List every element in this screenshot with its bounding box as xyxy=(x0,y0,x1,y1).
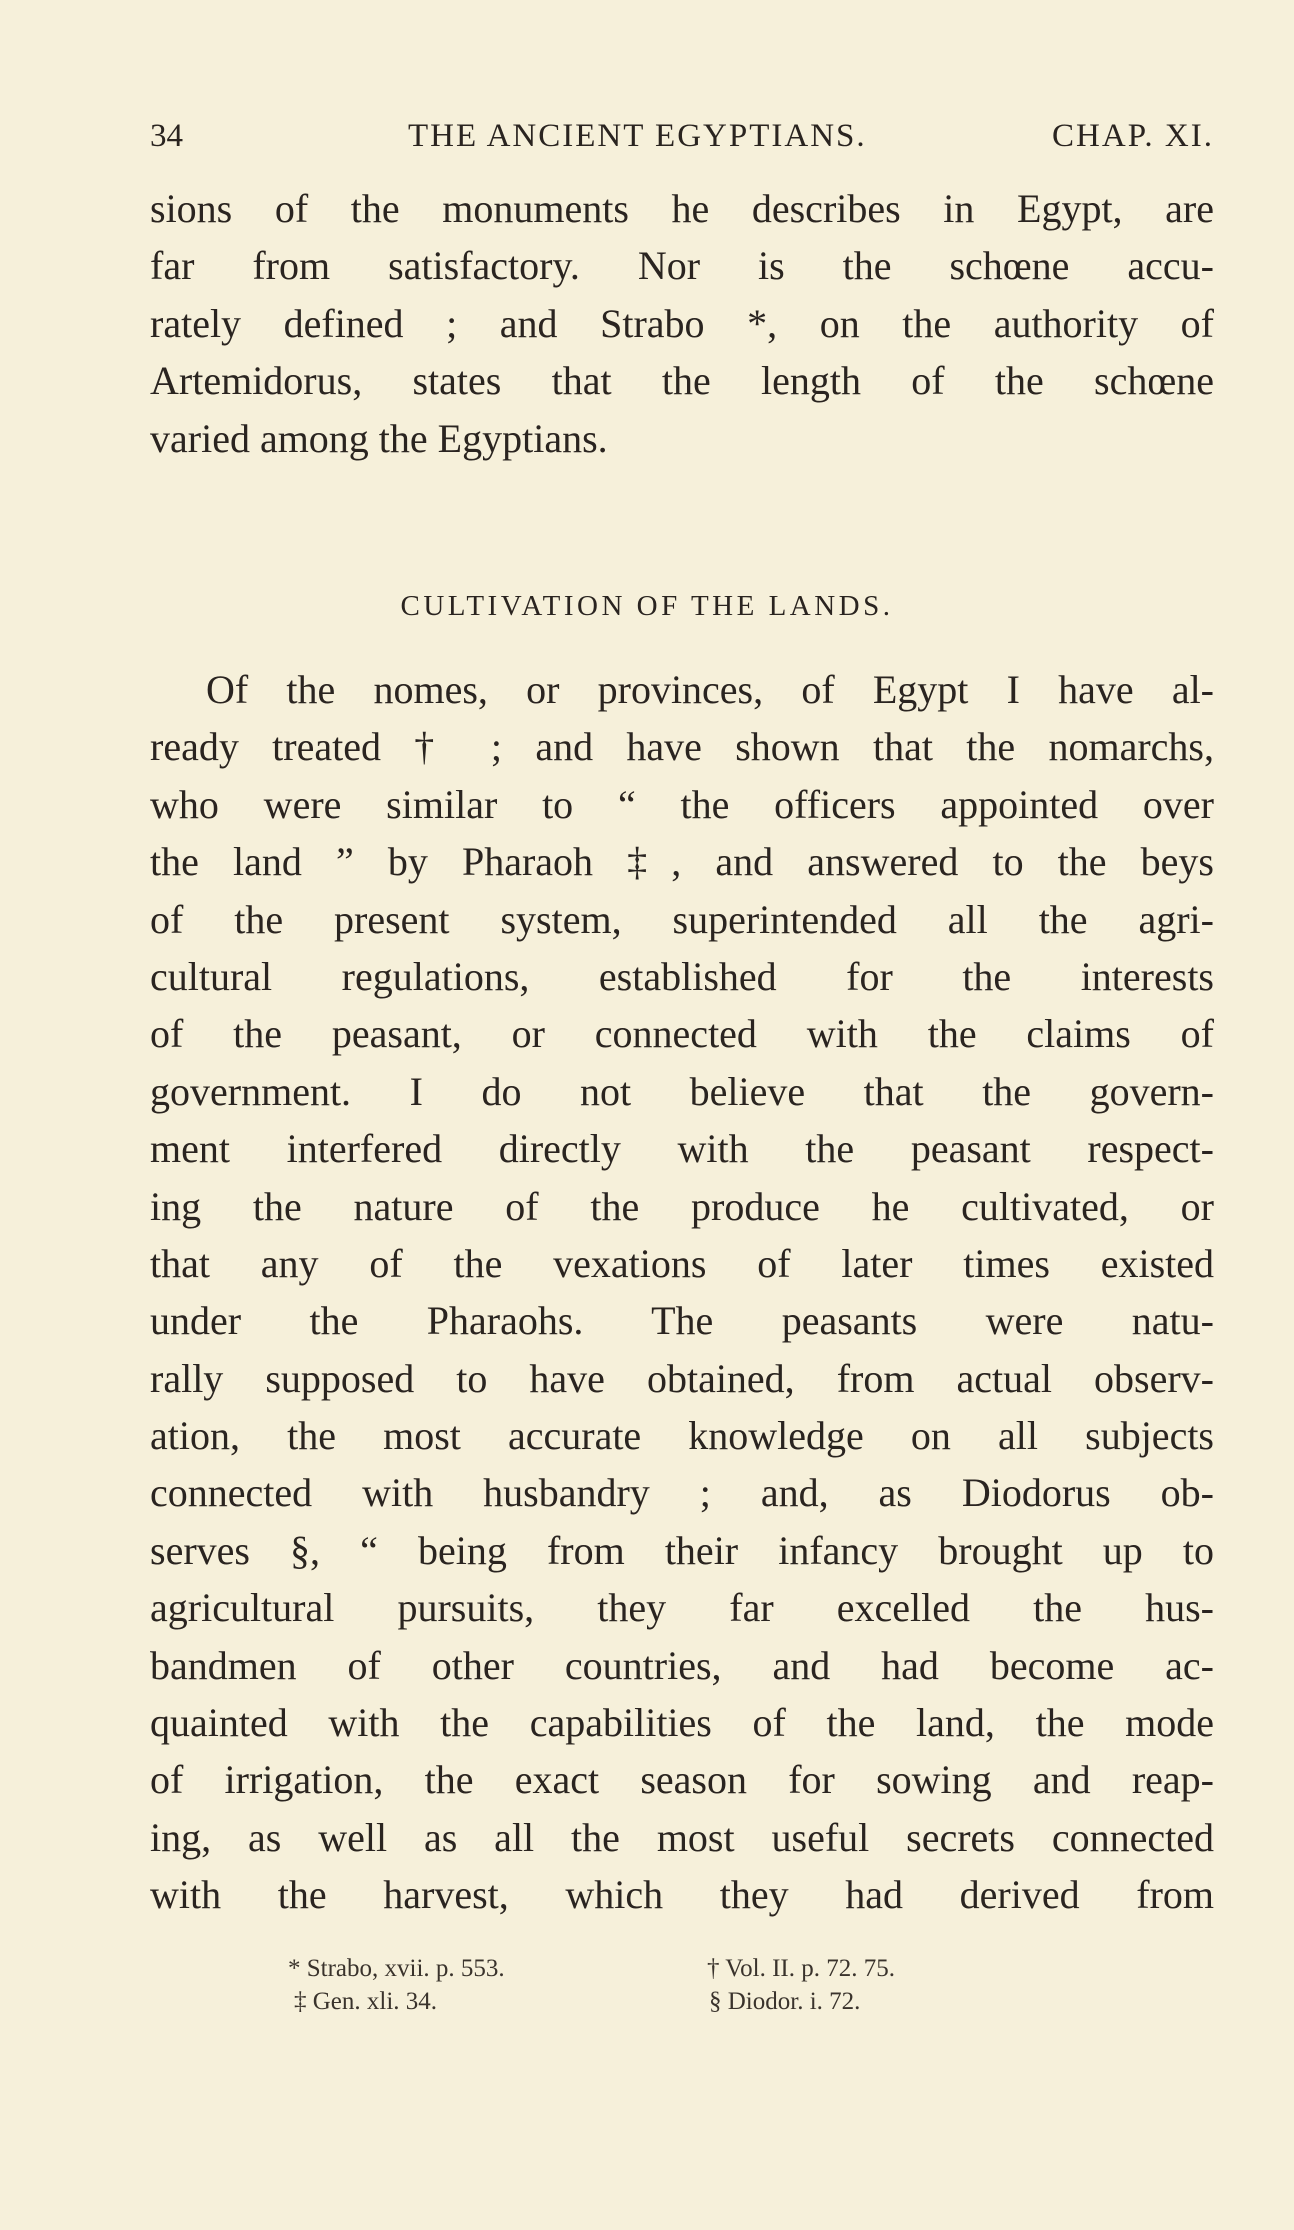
footnote-diodor: § Diodor. i. 72. xyxy=(709,1988,861,2015)
text-line: sions of the monuments he describes in Egypt, are xyxy=(150,186,1214,231)
text-line: far from satisfactory. Nor is the schœne accu- xyxy=(150,243,1214,289)
text-line: of irrigation, the exact season for sowing and reap- xyxy=(150,1757,1214,1803)
chapter-label: CHAP. XI. xyxy=(1052,118,1214,154)
paragraph-continuation xyxy=(150,180,1214,467)
text-line: ation, the most accurate knowledge on all subjects xyxy=(150,1413,1214,1459)
text-line: under the Pharaohs. The peasants were natu- xyxy=(150,1298,1214,1344)
text-line: government. I do not believe that the govern- xyxy=(150,1068,1214,1114)
section-heading: CULTIVATION OF THE LANDS. xyxy=(400,590,894,622)
text-line: rally supposed to have obtained, from actual observ- xyxy=(150,1355,1214,1401)
text-line: of the present system, superintended all the agri- xyxy=(150,896,1214,942)
footnote-strabo: * Strabo, xvii. p. 553. xyxy=(288,1955,505,1982)
text-line: bandmen of other countries, and had become ac- xyxy=(150,1642,1214,1688)
text-line: the land ” by Pharaoh ‡, and answered to the beys xyxy=(150,839,1214,885)
text-line: ready treated † ; and have shown that the nomarchs, xyxy=(150,724,1214,770)
running-header xyxy=(150,118,1214,168)
text-line: of the peasant, or connected with the claims of xyxy=(150,1011,1214,1057)
page-number: 34 xyxy=(150,118,183,154)
text-line: cultural regulations, established for the interests xyxy=(150,953,1214,999)
text-line: ing the nature of the produce he cultivated, or xyxy=(150,1183,1214,1229)
running-title: THE ANCIENT EGYPTIANS. xyxy=(408,118,867,154)
text-line: who were similar to “ the officers appointed over xyxy=(150,781,1214,827)
text-line: Of the nomes, or provinces, of Egypt I have al- xyxy=(206,667,1214,712)
text-line: ing, as well as all the most useful secrets connected xyxy=(150,1814,1214,1860)
text-line: with the harvest, which they had derived from xyxy=(150,1872,1214,1918)
footnote-vol: † Vol. II. p. 72. 75. xyxy=(707,1955,895,1982)
text-line: connected with husbandry ; and, as Diodorus ob- xyxy=(150,1470,1214,1516)
text-line: Artemidorus, states that the length of the schœne xyxy=(150,358,1214,404)
text-line: that any of the vexations of later times existed xyxy=(150,1240,1214,1286)
footnote-gen: ‡ Gen. xli. 34. xyxy=(294,1988,438,2015)
paragraph-cultivation xyxy=(150,661,1214,1924)
text-line: ment interfered directly with the peasant respect- xyxy=(150,1126,1214,1172)
text-line: quainted with the capabilities of the land, the mode xyxy=(150,1700,1214,1746)
text-line: varied among the Egyptians. xyxy=(150,415,608,461)
text-line: agricultural pursuits, they far excelled the hus- xyxy=(150,1585,1214,1631)
text-line: serves §, “ being from their infancy brought up to xyxy=(150,1527,1214,1573)
text-line: rately defined ; and Strabo *, on the authority of xyxy=(150,300,1214,346)
